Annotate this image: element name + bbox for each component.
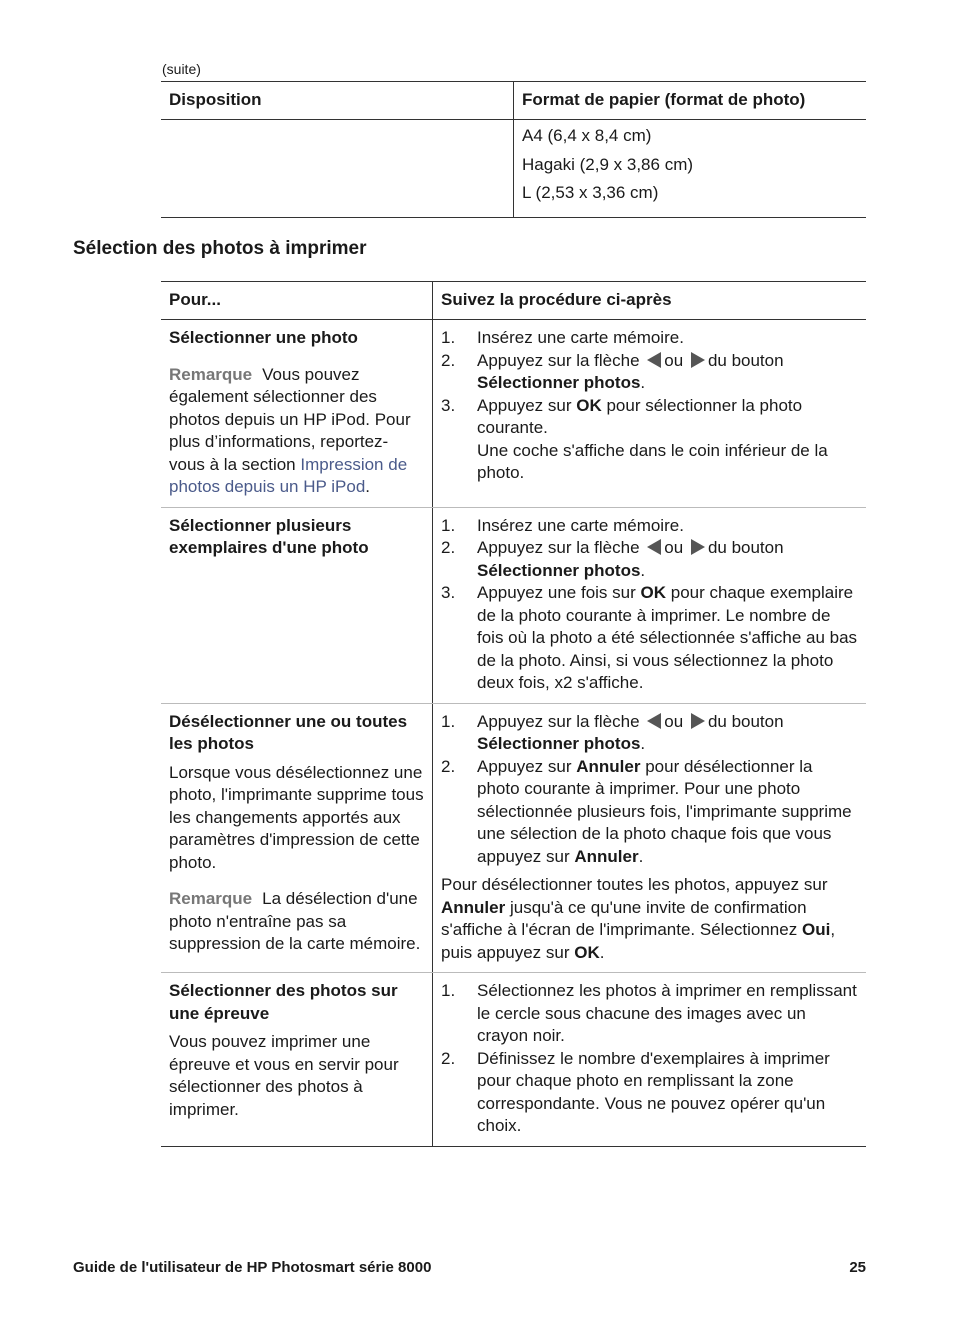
page-number: 25 — [849, 1259, 866, 1276]
step-number: 1. — [441, 515, 456, 535]
step-text: Insérez une carte mémoire. — [477, 328, 684, 347]
page-footer — [73, 1259, 866, 1276]
table-row — [161, 120, 866, 218]
note — [169, 888, 424, 956]
row-description: Vous pouvez imprimer une épreuve et vous en servir pour sélectionner des photos à imprimer. — [169, 1032, 399, 1119]
paragraph-text: jusqu'à ce qu'une invite de confirmation s'affiche à l'écran de l'imprimante. Sélectionnez — [441, 897, 807, 939]
step-text: . — [640, 734, 646, 753]
table-row — [161, 507, 866, 703]
step-text: pour désélectionner la photo courante à imprimer. Pour une photo sélectionnée plusieurs fois, l'imprimante supprime une sélection de la photo chaque fois que vous appuyez sur — [477, 756, 852, 866]
left-arrow-icon — [647, 539, 661, 555]
note-text: La désélection d'une photo n'entraîne pas sa suppression de la carte mémoire. — [169, 889, 421, 953]
step-text: Appuyez sur — [477, 395, 572, 415]
button-name: Sélectionner photos — [477, 560, 641, 580]
row-label-cell — [161, 703, 433, 973]
step-text: . — [638, 846, 644, 866]
step-text: Appuyez sur la flèche — [477, 350, 640, 370]
step-number: 2. — [441, 538, 456, 557]
step-text: . — [640, 560, 646, 580]
deselect-all-paragraph — [441, 874, 858, 964]
row-title: Sélectionner des photos sur une épreuve — [169, 981, 398, 1023]
steps-list — [441, 711, 858, 869]
step-number: 2. — [441, 350, 456, 370]
paragraph-text: , puis appuyez sur — [441, 920, 836, 962]
step-text: . — [640, 373, 646, 392]
paragraph-text: Pour désélectionner toutes les photos, appuyez sur — [441, 875, 828, 894]
row-steps-cell — [433, 507, 867, 703]
list-item — [441, 711, 858, 756]
steps-list — [441, 515, 858, 695]
row-title: Sélectionner plusieurs exemplaires d'une photo — [169, 515, 369, 557]
button-name: OK — [574, 942, 600, 962]
row-title: Sélectionner une photo — [169, 328, 358, 347]
row-label-cell — [161, 973, 433, 1147]
button-name: Annuler — [441, 897, 506, 917]
option-name: Oui — [801, 920, 831, 939]
table-header-row — [161, 282, 866, 320]
row-steps-cell — [433, 320, 867, 508]
step-number: 2. — [441, 756, 456, 776]
note-label: Remarque — [169, 889, 253, 908]
ipod-printing-link[interactable]: Impression de photos depuis un HP iPod — [169, 454, 408, 496]
list-item — [441, 395, 858, 485]
step-number: 1. — [441, 981, 456, 1000]
step-text: pour sélectionner la photo courante. — [477, 395, 803, 437]
list-item — [441, 756, 858, 869]
row-steps-cell — [433, 973, 867, 1147]
header-procedure: Suivez la procédure ci-après — [433, 282, 867, 320]
left-arrow-icon — [647, 352, 661, 368]
row-title: Désélectionner une ou toutes les photos — [169, 711, 408, 753]
step-text: pour chaque exemplaire de la photo courante à imprimer. Le nombre de fois où la photo a été sélectionnée s'affiche au bas de la photo. Ainsi, si vous sélectionnez la photo deux fois, x2 s'affiche. — [477, 583, 858, 692]
steps-list — [441, 980, 858, 1138]
right-arrow-icon — [691, 713, 705, 729]
button-name: OK — [576, 395, 602, 415]
left-arrow-icon — [647, 713, 661, 729]
size-l: L (2,53 x 3,36 cm) — [522, 183, 659, 202]
step-text: ou — [664, 350, 684, 370]
button-name: Annuler — [576, 756, 641, 776]
row-steps-cell — [433, 703, 867, 973]
step-number: 1. — [441, 711, 456, 731]
photo-selection-table — [161, 281, 866, 1147]
right-arrow-icon — [691, 352, 705, 368]
list-item — [441, 350, 858, 395]
header-paper-format: Format de papier (format de photo) — [514, 82, 867, 120]
step-text: Définissez le nombre d'exemplaires à imprimer pour chaque photo en remplissant la zone correspondante. Vous ne pouvez opérer qu'un choix. — [477, 1048, 830, 1135]
button-name: OK — [640, 583, 666, 602]
list-item — [441, 980, 858, 1048]
step-number: 3. — [441, 583, 456, 602]
step-text: du bouton — [707, 538, 784, 557]
list-item — [441, 582, 858, 695]
footer-title: Guide de l'utilisateur de HP Photosmart série 8000 — [73, 1259, 432, 1276]
paragraph-text: . — [599, 942, 605, 962]
step-text: Appuyez sur — [477, 756, 572, 776]
step-text: du bouton — [707, 711, 784, 731]
list-item — [441, 537, 858, 582]
note — [169, 364, 424, 499]
steps-list — [441, 327, 858, 485]
table-header-row — [161, 82, 866, 120]
header-disposition: Disposition — [161, 82, 514, 120]
list-item — [441, 1048, 858, 1138]
step-number: 1. — [441, 328, 456, 347]
table-row — [161, 703, 866, 973]
header-pour: Pour... — [161, 282, 433, 320]
size-a4: A4 (6,4 x 8,4 cm) — [522, 126, 652, 145]
table-row — [161, 320, 866, 508]
size-hagaki: Hagaki (2,9 x 3,86 cm) — [522, 154, 694, 174]
button-name: Sélectionner photos — [477, 373, 641, 392]
table-row — [161, 973, 866, 1147]
row-label-cell — [161, 320, 433, 508]
step-number: 3. — [441, 395, 456, 415]
step-number: 2. — [441, 1048, 456, 1068]
button-name: Annuler — [574, 846, 639, 866]
step-text: Appuyez sur la flèche — [477, 711, 640, 731]
row-label-cell — [161, 507, 433, 703]
continued-label: (suite) — [162, 61, 201, 77]
note-text: Vous pouvez également sélectionner des photos depuis un HP iPod. Pour plus d’informations, reportez-vous à la section — [169, 364, 411, 474]
list-item — [441, 515, 858, 538]
step-text: Appuyez sur la flèche — [477, 538, 640, 557]
step-text: Sélectionnez les photos à imprimer en remplissant le cercle sous chacune des images avec un crayon noir. — [477, 981, 857, 1045]
step-text: Insérez une carte mémoire. — [477, 515, 684, 535]
table-cell-empty — [161, 120, 514, 218]
step-text: du bouton — [707, 350, 784, 370]
step-text: Une coche s'affiche dans le coin inférieur de la photo. — [477, 440, 828, 482]
section-title: Sélection des photos à imprimer — [73, 238, 367, 259]
note-label: Remarque — [169, 364, 253, 384]
step-text: ou — [664, 711, 684, 731]
row-description: Lorsque vous désélectionnez une photo, l'imprimante supprime tous les changements apportés aux paramètres d'impression de cette photo. — [169, 762, 424, 872]
note-end: . — [365, 477, 371, 496]
step-text: ou — [664, 538, 684, 557]
table-cell-sizes — [514, 120, 867, 218]
step-text: Appuyez une fois sur — [477, 583, 636, 602]
paper-format-table — [161, 81, 866, 218]
list-item — [441, 327, 858, 350]
right-arrow-icon — [691, 539, 705, 555]
button-name: Sélectionner photos — [477, 734, 641, 753]
